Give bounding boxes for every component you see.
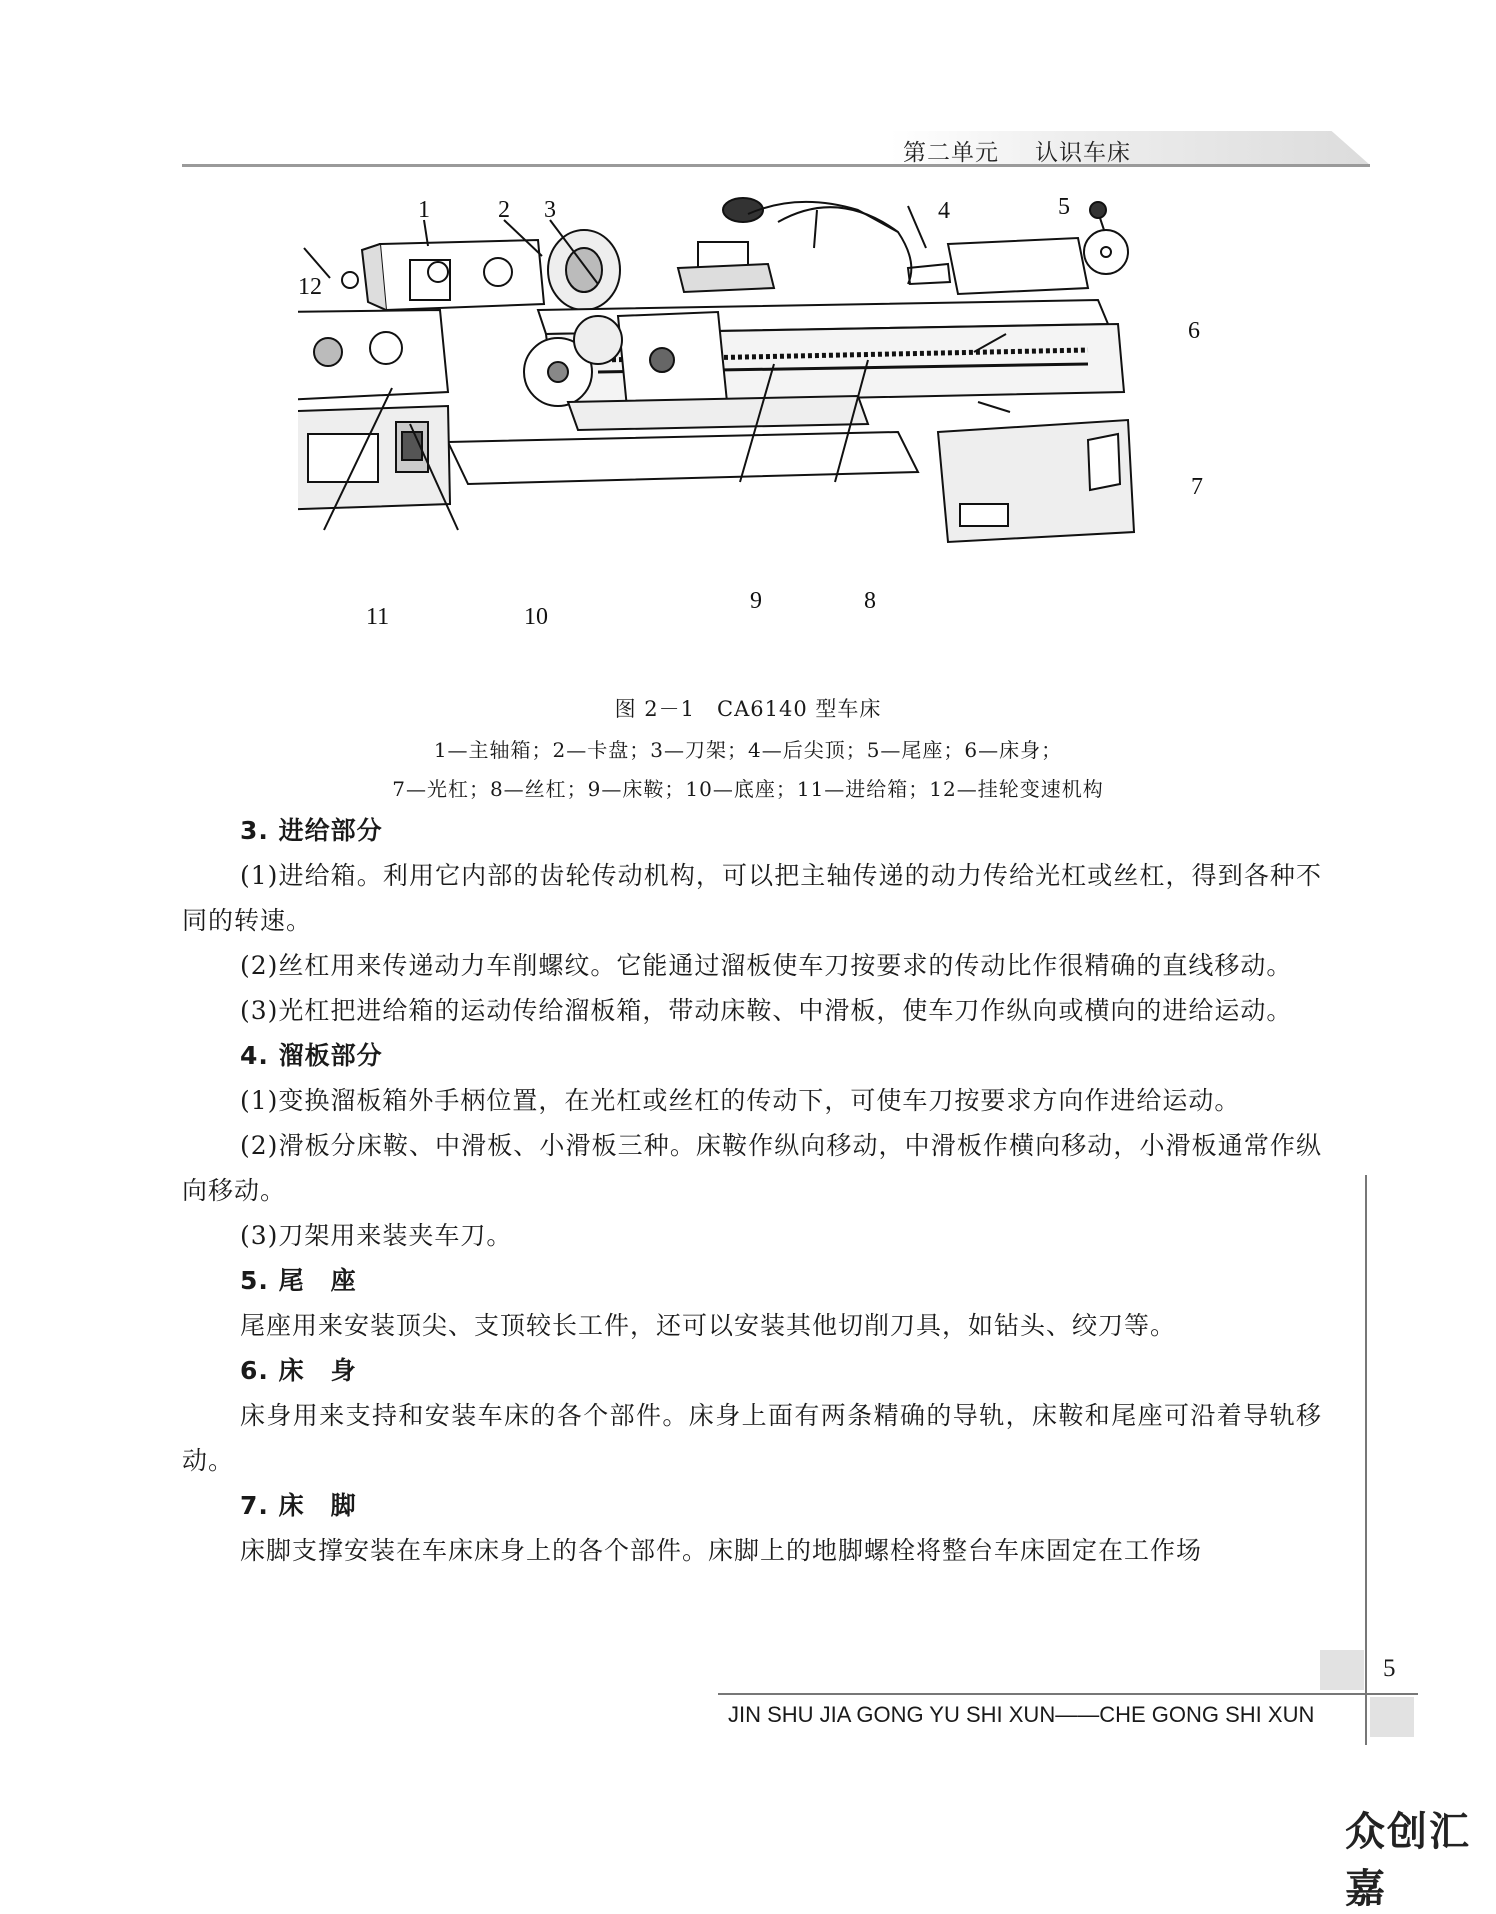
header-unit: 第二单元 bbox=[903, 140, 999, 166]
footer-series-title: JIN SHU JIA GONG YU SHI XUN——CHE GONG SHI XUN bbox=[728, 1702, 1315, 1727]
callout-1: 1 bbox=[418, 197, 430, 223]
section-heading-tailstock: 5. 尾 座 bbox=[240, 1266, 357, 1295]
callout-7: 7 bbox=[1191, 474, 1203, 500]
paragraph: 床脚支撑安装在车床床身上的各个部件。床脚上的地脚螺栓将整台车床固定在工作场 bbox=[240, 1536, 1203, 1565]
callout-9: 9 bbox=[750, 588, 762, 614]
header-rule bbox=[182, 164, 1370, 167]
callout-8: 8 bbox=[864, 588, 876, 614]
running-header bbox=[903, 134, 1131, 167]
page-number: 5 bbox=[1383, 1655, 1396, 1682]
section-heading-feed: 3. 进给部分 bbox=[240, 816, 383, 845]
callout-11: 11 bbox=[366, 604, 390, 630]
callout-4: 4 bbox=[938, 198, 950, 224]
footer-decor-box bbox=[1320, 1650, 1364, 1690]
body-text bbox=[182, 808, 1322, 1573]
figure-legend-line-2: 7—光杠；8—丝杠；9—床鞍；10—底座；11—进给箱；12—挂轮变速机构 bbox=[392, 777, 1104, 801]
paragraph: (2)滑板分床鞍、中滑板、小滑板三种。床鞍作纵向移动，中滑板作横向移动，小滑板通常作纵向移动。 bbox=[182, 1131, 1322, 1205]
paragraph: 尾座用来安装顶尖、支顶较长工件，还可以安装其他切削刀具，如钻头、绞刀等。 bbox=[240, 1311, 1177, 1340]
paragraph: (1)变换溜板箱外手柄位置，在光杠或丝杠的传动下，可使车刀按要求方向作进给运动。 bbox=[240, 1086, 1241, 1115]
callout-12: 12 bbox=[298, 274, 322, 300]
lathe-figure bbox=[298, 192, 1208, 662]
paragraph: (2)丝杠用来传递动力车削螺纹。它能通过溜板使车刀按要求的传动比作很精确的直线移动。 bbox=[240, 951, 1293, 980]
footer-rule bbox=[718, 1693, 1418, 1695]
paragraph: (3)光杠把进给箱的运动传给溜板箱，带动床鞍、中滑板，使车刀作纵向或横向的进给运动。 bbox=[240, 996, 1293, 1025]
paragraph: (3)刀架用来装夹车刀。 bbox=[240, 1221, 513, 1250]
callout-10: 10 bbox=[524, 604, 548, 630]
lathe-illustration bbox=[298, 192, 1208, 662]
margin-rule bbox=[1365, 1175, 1367, 1745]
callout-5: 5 bbox=[1058, 194, 1070, 220]
figure-legend-line-1: 1—主轴箱；2—卡盘；3—刀架；4—后尖顶；5—尾座；6—床身； bbox=[433, 738, 1063, 762]
lathe-drawing bbox=[298, 198, 1134, 542]
footer-decor-box bbox=[1370, 1697, 1414, 1737]
callout-2: 2 bbox=[498, 197, 510, 223]
paragraph: (1)进给箱。利用它内部的齿轮传动机构，可以把主轴传递的动力传给光杠或丝杠，得到各种不同的转速。 bbox=[182, 861, 1322, 935]
section-heading-carriage: 4. 溜板部分 bbox=[240, 1041, 383, 1070]
header-title: 认识车床 bbox=[1035, 140, 1131, 166]
section-heading-base: 7. 床 脚 bbox=[240, 1491, 357, 1520]
section-heading-bed: 6. 床 身 bbox=[240, 1356, 357, 1385]
callout-3: 3 bbox=[544, 197, 556, 223]
callout-6: 6 bbox=[1188, 318, 1200, 344]
figure-caption: 图 2－1 CA6140 型车床 bbox=[614, 697, 882, 721]
watermark: 众创汇嘉 bbox=[1345, 1809, 1471, 1912]
paragraph: 床身用来支持和安装车床的各个部件。床身上面有两条精确的导轨，床鞍和尾座可沿着导轨移动。 bbox=[182, 1401, 1322, 1475]
